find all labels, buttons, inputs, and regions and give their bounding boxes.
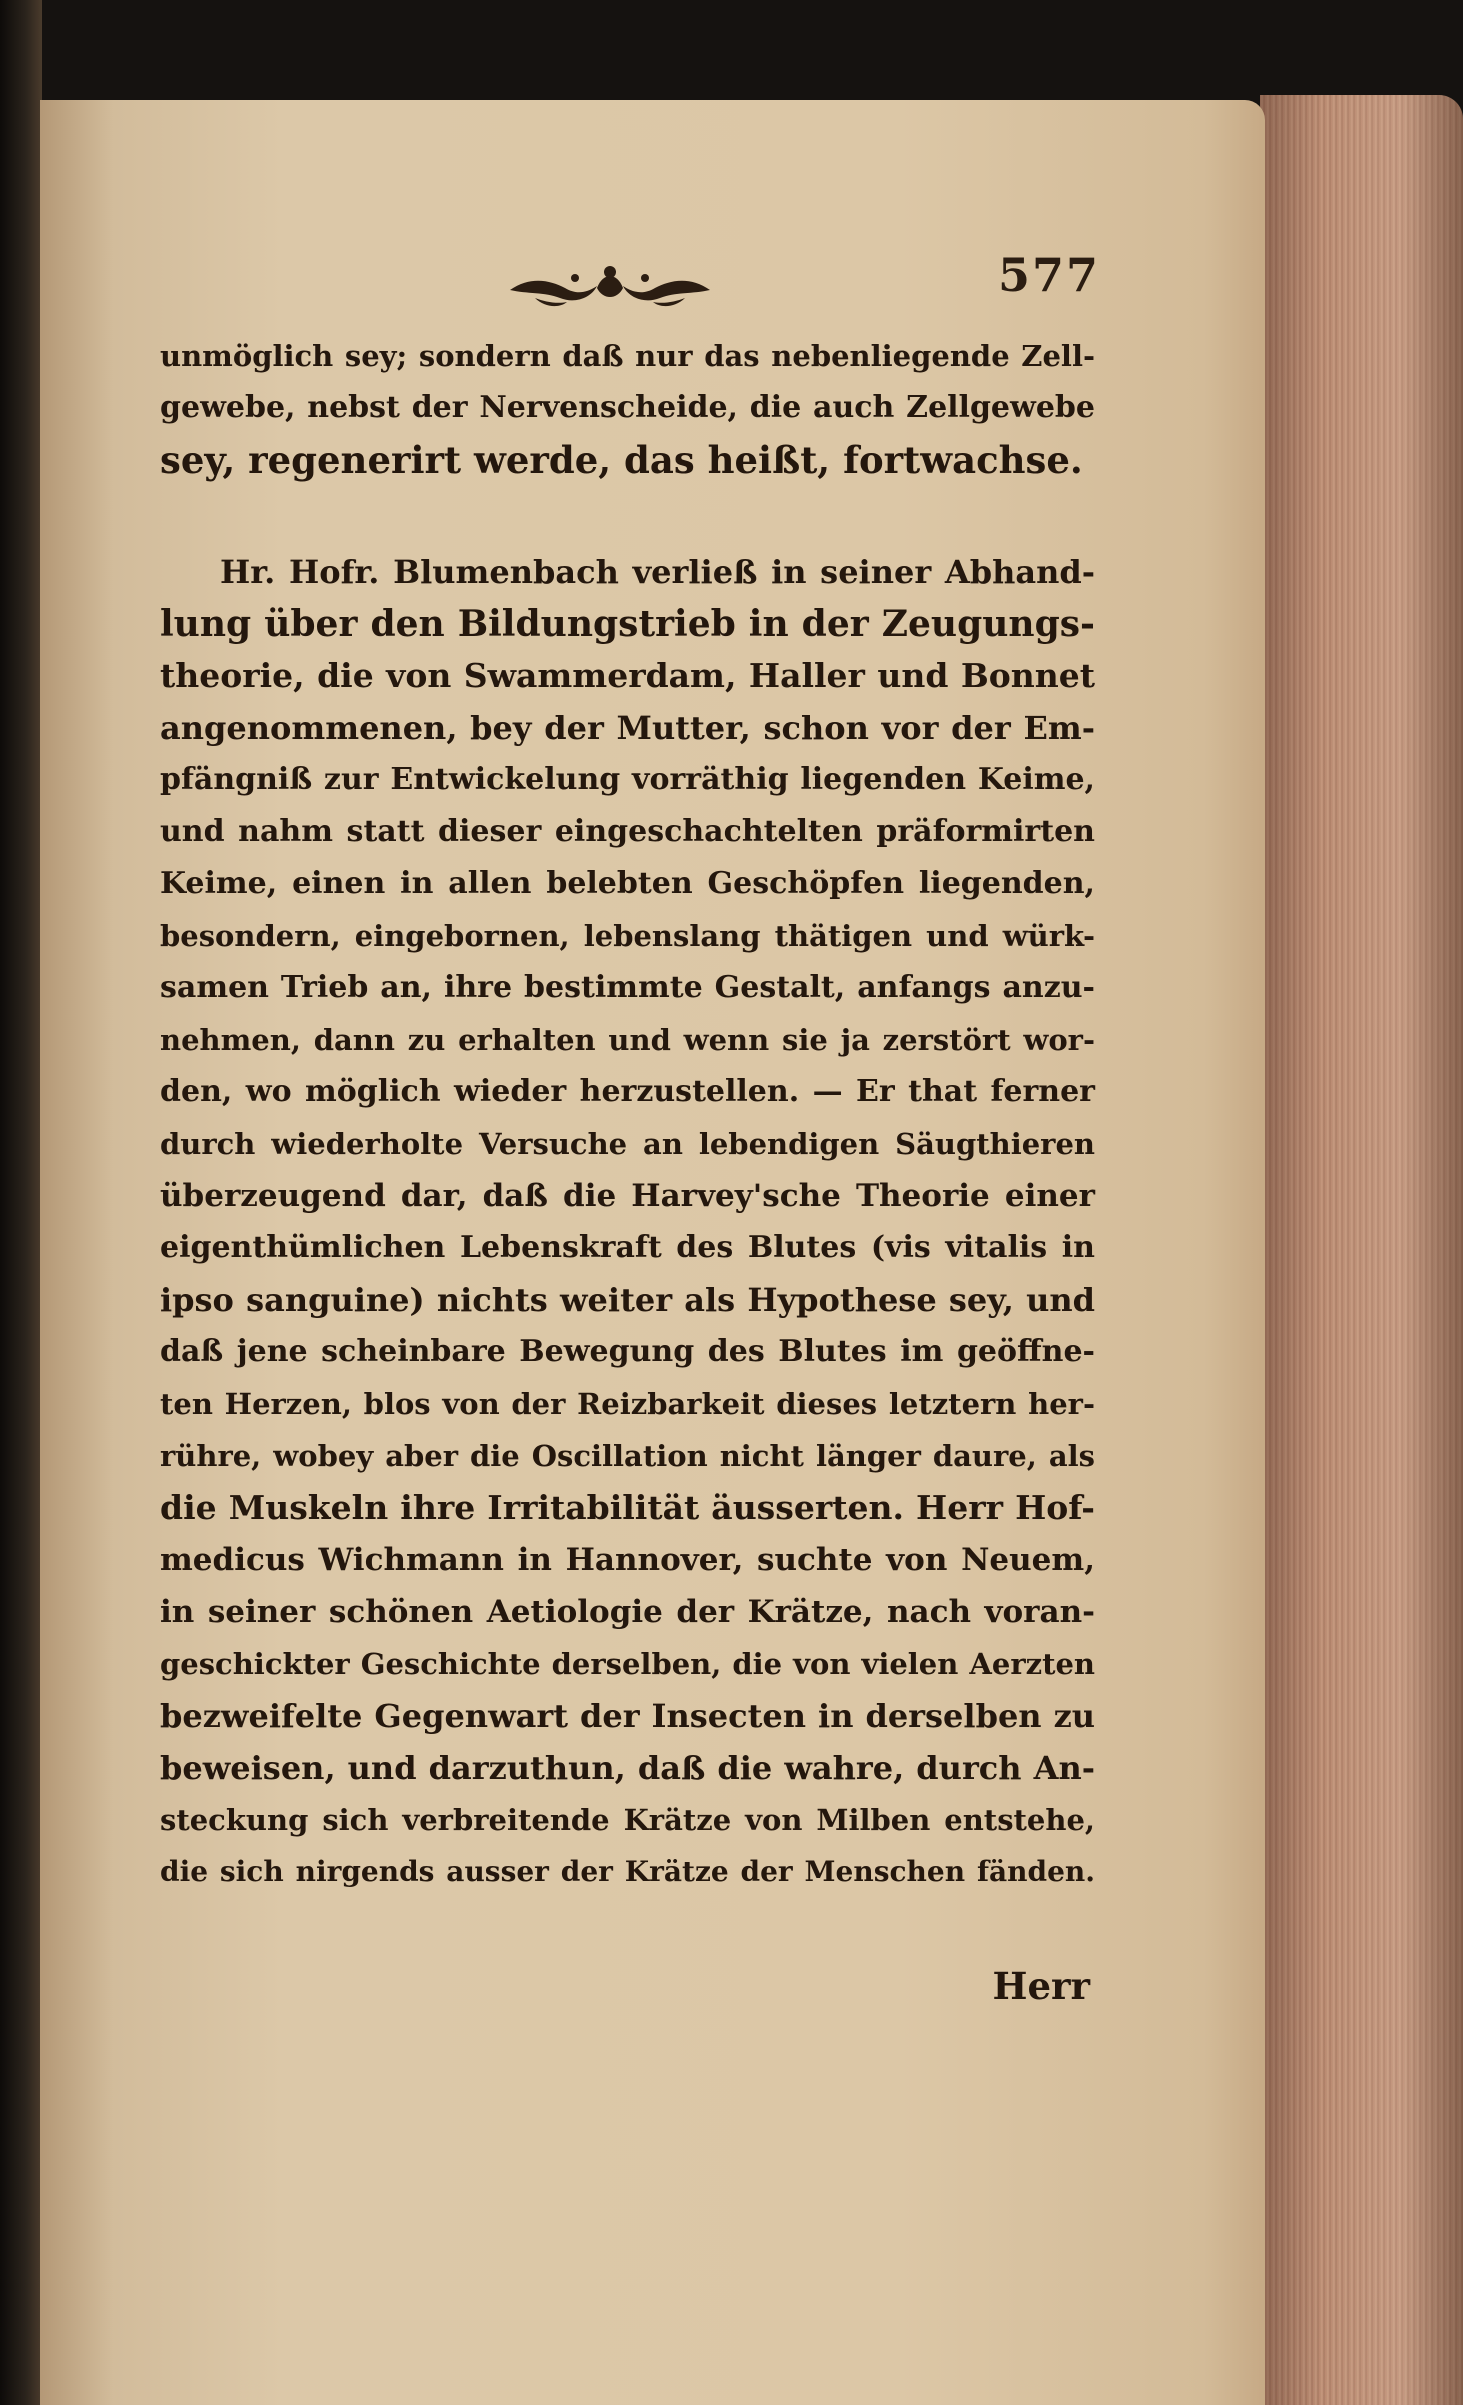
text-line: überzeugend dar, daß die Harvey'sche Theorie einer [160, 1178, 1095, 1214]
text-line: die sich nirgends ausser der Krätze der Menschen fänden. [160, 1855, 1095, 1888]
header-ornament [505, 258, 715, 318]
text-line: geschickter Geschichte derselben, die von vielen Aerzten [160, 1647, 1095, 1681]
text-line: besondern, eingebornen, lebenslang thätigen und würk- [160, 919, 1095, 953]
text-line: ipso sanguine) nichts weiter als Hypothese sey, und [160, 1281, 1095, 1319]
facing-page-edge [0, 0, 42, 2405]
text-line: beweisen, und darzuthun, daß die wahre, durch An- [160, 1749, 1095, 1787]
text-line: in seiner schönen Aetiologie der Krätze, nach voran- [160, 1594, 1095, 1630]
text-line: rühre, wobey aber die Oscillation nicht länger daure, als [160, 1439, 1095, 1473]
text-line: ten Herzen, blos von der Reizbarkeit dieses letztern her- [160, 1387, 1095, 1421]
text-line: eigenthümlichen Lebenskraft des Blutes (vis vitalis in [160, 1230, 1095, 1265]
catchword: Herr [992, 1964, 1090, 2008]
text-line: unmöglich sey; sondern daß nur das nebenliegende Zell- [160, 339, 1095, 373]
text-line: angenommenen, bey der Mutter, schon vor der Em- [160, 709, 1095, 747]
text-line: steckung sich verbreitende Krätze von Milben entstehe, [160, 1803, 1095, 1837]
text-line: den, wo möglich wieder herzustellen. — Er that ferner [160, 1074, 1095, 1109]
text-line: nehmen, dann zu erhalten und wenn sie ja zerstört wor- [160, 1023, 1095, 1057]
text-line: durch wiederholte Versuche an lebendigen Säugthieren [160, 1127, 1095, 1161]
text-line: pfängniß zur Entwickelung vorräthig liegenden Keime, [160, 762, 1095, 797]
text-line: samen Trieb an, ihre bestimmte Gestalt, anfangs anzu- [160, 970, 1095, 1005]
text-line: theorie, die von Swammerdam, Haller und Bonnet [160, 656, 1095, 695]
text-line: die Muskeln ihre Irritabilität äusserten. Herr Hof- [160, 1488, 1095, 1527]
text-line: bezweifelte Gegenwart der Insecten in derselben zu [160, 1697, 1095, 1735]
text-line: daß jene scheinbare Bewegung des Blutes im geöffne- [160, 1334, 1095, 1369]
text-line: Keime, einen in allen belebten Geschöpfen liegenden, [160, 866, 1095, 901]
text-line: Hr. Hofr. Blumenbach verließ in seiner Abhand- [220, 553, 1095, 591]
text-line: lung über den Bildungstrieb in der Zeugungs- [160, 603, 1095, 645]
text-line: gewebe, nebst der Nervenscheide, die auch Zellgewebe [160, 390, 1095, 425]
text-line: medicus Wichmann in Hannover, suchte von Neuem, [160, 1542, 1095, 1578]
fore-edge-shading [1260, 95, 1463, 2405]
page-number: 577 [997, 248, 1100, 302]
text-line: und nahm statt dieser eingeschachtelten präformirten [160, 814, 1095, 849]
text-line: sey, regenerirt werde, das heißt, fortwachse. [160, 438, 1083, 482]
